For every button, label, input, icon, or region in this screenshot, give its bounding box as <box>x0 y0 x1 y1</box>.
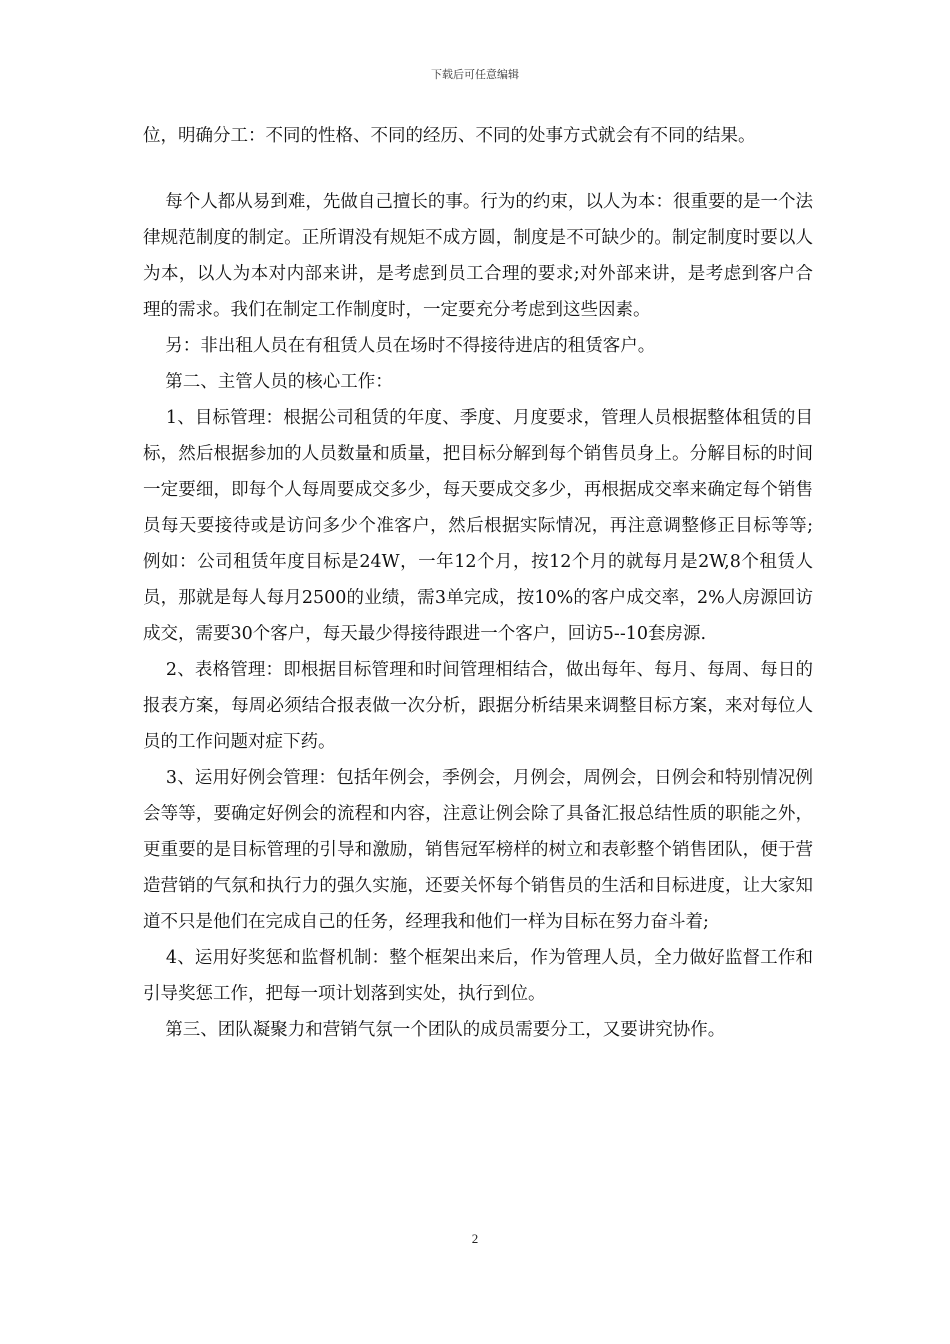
paragraph-5: 1、目标管理：根据公司租赁的年度、季度、月度要求，管理人员根据整体租赁的目标，然后根据参加的人员数量和质量，把目标分解到每个销售员身上。分解目标的时间一定要细，即每个人每周要成交多少，每天要成交多少，再根据成交率来确定每个销售员每天要接待或是访问多少个准客户，然后根据实际情况，再注意调整修正目标等等;例如：公司租赁年度目标是24W，一年12个月，按12个月的就每月是2W,8个租赁人员，那就是每人每月2500的业绩，需3单完成，按10%的客户成交率，2%人房源回访成交，需要30个客户，每天最少得接待跟进一个客户，回访5--10套房源. <box>143 408 813 644</box>
paragraph-3: 另：非出租人员在有租赁人员在场时不得接待进店的租赁客户。 <box>143 336 656 356</box>
paragraph-9: 第三、团队凝聚力和营销气氛一个团队的成员需要分工，又要讲究协作。 <box>143 1020 726 1040</box>
paragraph-1: 位，明确分工：不同的性格、不同的经历、不同的处事方式就会有不同的结果。 <box>143 126 756 146</box>
paragraph-2: 每个人都从易到难，先做自己擅长的事。行为的约束，以人为本：很重要的是一个法律规范制度的制定。正所谓没有规矩不成方圆，制度是不可缺少的。制定制度时要以人为本，以人为本对内部来讲，是考虑到员工合理的要求;对外部来讲，是考虑到客户合理的需求。我们在制定工作制度时，一定要充分考虑到这些因素。 <box>143 192 813 320</box>
paragraph-7: 3、运用好例会管理：包括年例会，季例会，月例会，周例会，日例会和特别情况例会等等，要确定好例会的流程和内容，注意让例会除了具备汇报总结性质的职能之外，更重要的是目标管理的引导和激励，销售冠军榜样的树立和表彰整个销售团队，便于营造营销的气氛和执行力的强久实施，还要关怀每个销售员的生活和目标进度，让大家知道不只是他们在完成自己的任务，经理我和他们一样为目标在努力奋斗着; <box>143 768 813 932</box>
page-header: 下载后可任意编辑 <box>431 68 519 81</box>
document-body <box>143 118 813 1048</box>
paragraph-4: 第二、主管人员的核心工作： <box>143 372 393 392</box>
paragraph-8: 4、运用好奖惩和监督机制：整个框架出来后，作为管理人员，全力做好监督工作和引导奖惩工作，把每一项计划落到实处，执行到位。 <box>143 948 813 1004</box>
paragraph-6: 2、表格管理：即根据目标管理和时间管理相结合，做出每年、每月、每周、每日的报表方案，每周必须结合报表做一次分析，跟据分析结果来调整目标方案，来对每位人员的工作问题对症下药。 <box>143 660 813 752</box>
page-number: 2 <box>471 1231 479 1246</box>
paragraph-gap <box>143 154 813 184</box>
